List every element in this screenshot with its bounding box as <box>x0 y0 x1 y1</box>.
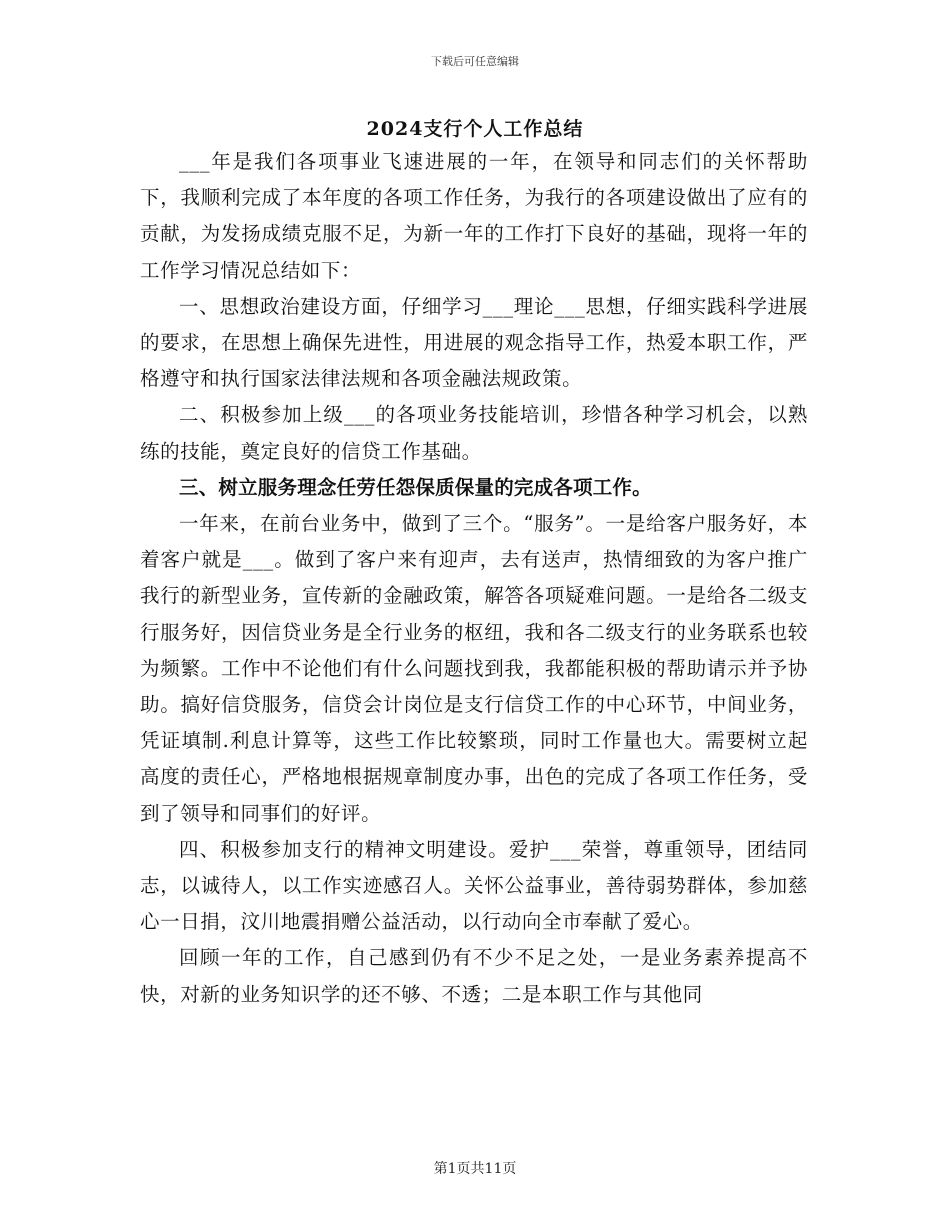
document-title: 2024支行个人工作总结 <box>366 118 584 140</box>
paragraph-intro: ___年是我们各项事业飞速进展的一年，在领导和同志们的关怀帮助下，我顺利完成了本年度的各项工作任务，为我行的各项建设做出了应有的贡献，为发扬成绩克服不足，为新一年的工作打下良好的基础，现将一年的工作学习情况总结如下： <box>140 150 808 282</box>
paragraph-section-4: 四、积极参加支行的精神文明建设。爱护___荣誉，尊重领导，团结同志，以诚待人，以工作实迹感召人。关怀公益事业，善待弱势群体，参加慈心一日捐，汶川地震捐赠公益活动，以行动向全市奉献了爱心。 <box>140 837 808 934</box>
header-note: 下载后可任意编辑 <box>431 55 519 68</box>
paragraph-review: 回顾一年的工作，自己感到仍有不少不足之处，一是业务素养提高不快，对新的业务知识学的还不够、不透；二是本职工作与其他同 <box>140 946 808 1006</box>
paragraph-service: 一年来，在前台业务中，做到了三个。“服务”。一是给客户服务好，本着客户就是___。做到了客户来有迎声，去有送声，热情细致的为客户推广我行的新型业务，宣传新的金融政策，解答各项疑难问题。一是给各二级支行服务好，因信贷业务是全行业务的枢纽，我和各二级支行的业务联系也较为频繁。工作中不论他们有什么问题找到我，我都能积极的帮助请示并予协助。搞好信贷服务，信贷会计岗位是支行信贷工作的中心环节，中间业务，凭证填制.利息计算等，这些工作比较繁琐，同时工作量也大。需要树立起高度的责任心，严格地根据规章制度办事，出色的完成了各项工作任务，受到了领导和同事们的好评。 <box>140 512 808 825</box>
document-body <box>140 144 808 1013</box>
paragraph-section-2: 二、积极参加上级___的各项业务技能培训，珍惜各种学习机会，以熟练的技能，奠定良好的信贷工作基础。 <box>140 403 808 463</box>
page-number-footer: 第1页共11页 <box>433 1161 517 1177</box>
paragraph-section-1: 一、思想政治建设方面，仔细学习___理论___思想，仔细实践科学进展的要求，在思想上确保先进性，用进展的观念指导工作，热爱本职工作，严格遵守和执行国家法律法规和各项金融法规政策。 <box>140 294 808 391</box>
section-heading-3: 三、树立服务理念任劳任怨保质保量的完成各项工作。 <box>179 475 652 499</box>
